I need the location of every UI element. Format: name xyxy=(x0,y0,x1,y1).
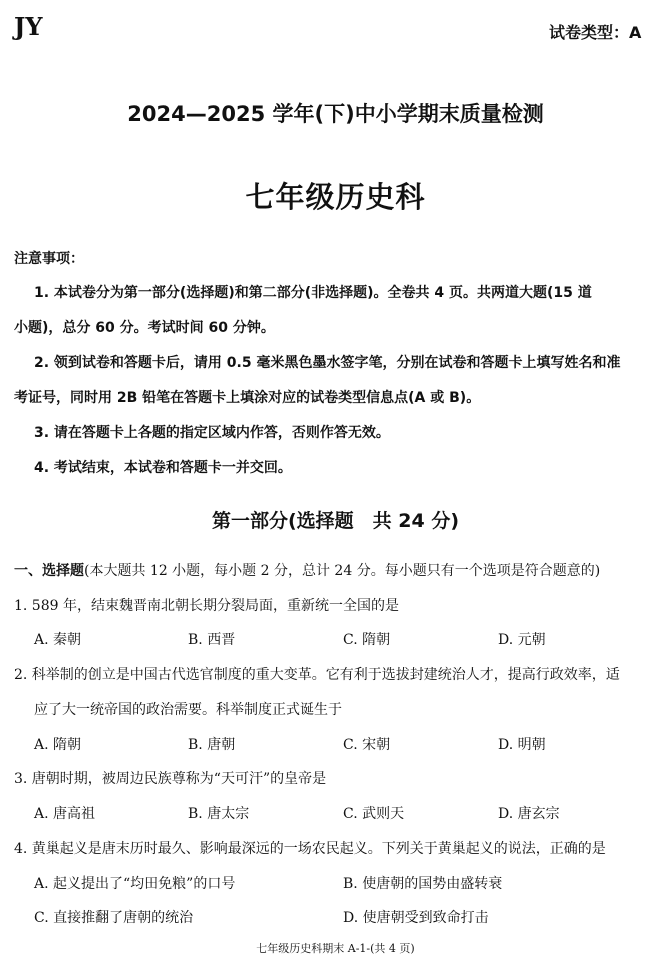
q1-option-d: D. 元朝 xyxy=(498,632,546,648)
question-2-stem-cont: 应了大一统帝国的政治需要。科举制度正式诞生于 xyxy=(34,702,342,718)
question-3-stem: 3. 唐朝时期，被周边民族尊称为“天可汗”的皇帝是 xyxy=(14,771,327,787)
q3-option-a: A. 唐高祖 xyxy=(34,806,96,822)
section-description: (本大题共 12 小题，每小题 2 分，总计 24 分。每小题只有一个选项是符合题意的) xyxy=(84,563,601,579)
section-header xyxy=(14,560,600,580)
subject-title: 七年级历史科 xyxy=(245,180,426,214)
part1-title: 第一部分(选择题 共 24 分) xyxy=(211,510,460,532)
q2-option-b: B. 唐朝 xyxy=(188,737,236,753)
exam-title: 2024—2025 学年(下)中小学期末质量检测 xyxy=(127,102,544,126)
note-line: 1. 本试卷分为第一部分(选择题)和第二部分(非选择题)。全卷共 4 页。共两道大题(15 道 xyxy=(34,285,592,301)
q3-option-d: D. 唐玄宗 xyxy=(498,806,560,822)
note-line: 4. 考试结束，本试卷和答题卡一并交回。 xyxy=(34,460,292,476)
q1-option-b: B. 西晋 xyxy=(188,632,236,648)
q3-option-c: C. 武则天 xyxy=(343,806,405,822)
q2-option-d: D. 明朝 xyxy=(498,737,546,753)
q4-option-d: D. 使唐朝受到致命打击 xyxy=(343,910,489,926)
question-4-stem: 4. 黄巢起义是唐末历时最久、影响最深远的一场农民起义。下列关于黄巢起义的说法，正确的是 xyxy=(14,841,606,857)
q1-option-c: C. 隋朝 xyxy=(343,632,391,648)
q4-option-c: C. 直接推翻了唐朝的统治 xyxy=(34,910,194,926)
q4-option-b: B. 使唐朝的国势由盛转衰 xyxy=(343,876,503,892)
logo: JY xyxy=(14,12,43,41)
note-line: 2. 领到试卷和答题卡后，请用 0.5 毫米黑色墨水签字笔，分别在试卷和答题卡上填写姓名和准 xyxy=(34,355,621,371)
q2-option-a: A. 隋朝 xyxy=(34,737,82,753)
q1-option-a: A. 秦朝 xyxy=(34,632,82,648)
notes-heading: 注意事项： xyxy=(14,251,84,267)
q3-option-b: B. 唐太宗 xyxy=(188,806,250,822)
question-2-stem: 2. 科举制的创立是中国古代选官制度的重大变革。它有利于选拔封建统治人才，提高行政效率，适 xyxy=(14,667,620,683)
paper-type-label: 试卷类型：A xyxy=(549,23,642,42)
note-line: 考证号，同时用 2B 铅笔在答题卡上填涂对应的试卷类型信息点(A 或 B)。 xyxy=(14,390,481,406)
note-line: 3. 请在答题卡上各题的指定区域内作答，否则作答无效。 xyxy=(34,425,390,441)
q2-option-c: C. 宋朝 xyxy=(343,737,391,753)
q4-option-a: A. 起义提出了“均田免粮”的口号 xyxy=(34,876,236,892)
note-line: 小题)，总分 60 分。考试时间 60 分钟。 xyxy=(14,320,275,336)
question-1-stem: 1. 589 年，结束魏晋南北朝长期分裂局面，重新统一全国的是 xyxy=(14,598,399,614)
page-footer: 七年级历史科期末 A-1-(共 4 页) xyxy=(256,942,415,955)
section-label: 一、选择题 xyxy=(14,563,84,579)
